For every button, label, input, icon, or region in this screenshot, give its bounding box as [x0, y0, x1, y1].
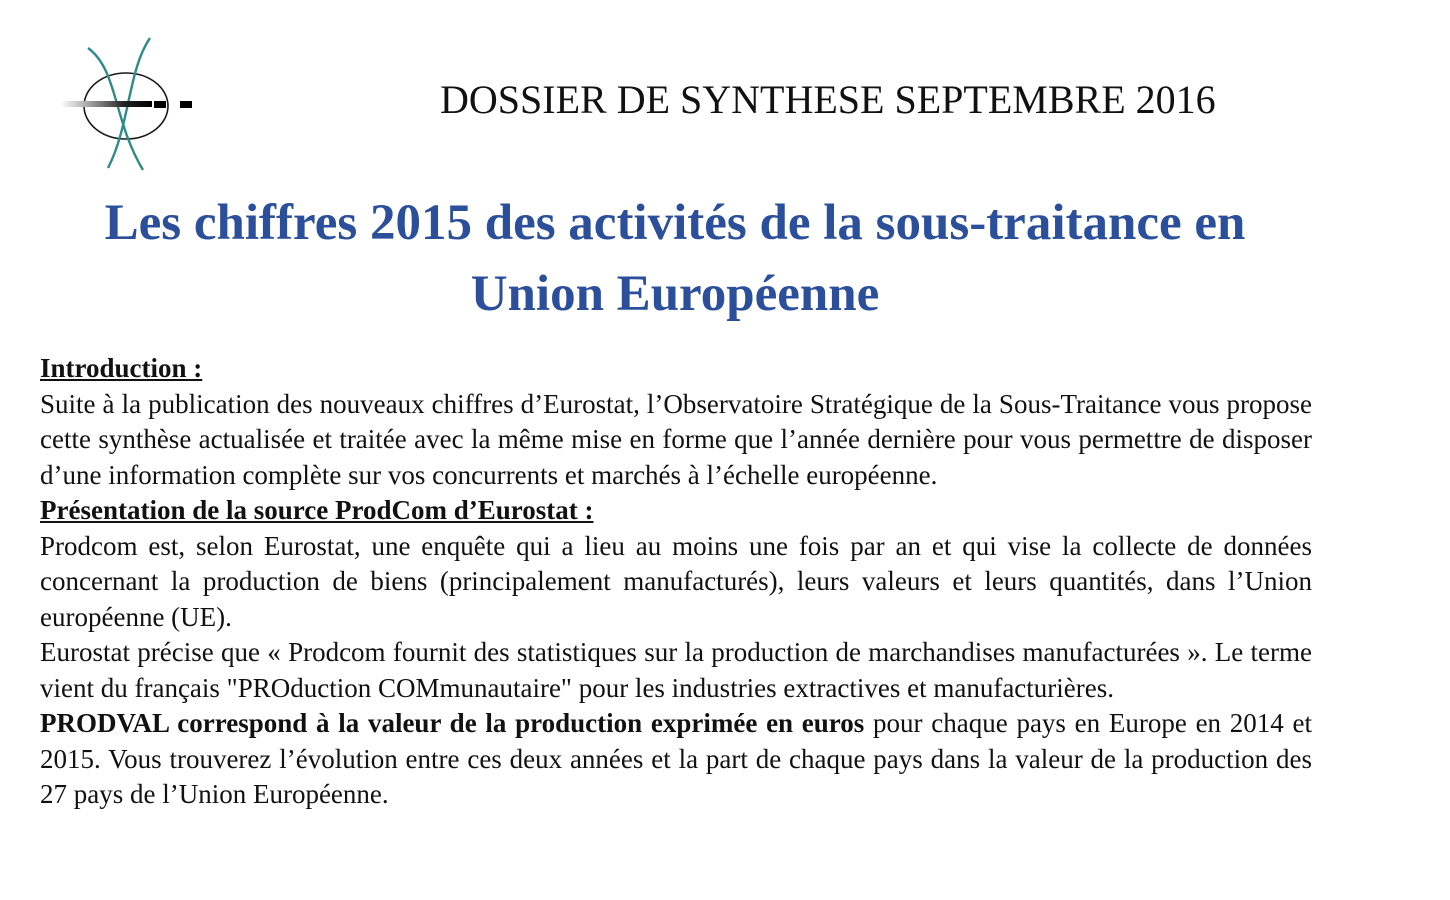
document-header-title: DOSSIER DE SYNTHESE SEPTEMBRE 2016	[440, 77, 1216, 122]
presentation-heading: Présentation de la source ProdCom d’Eurostat :	[40, 495, 594, 525]
organization-logo	[58, 30, 208, 176]
logo-graphic	[58, 30, 208, 176]
document-body	[40, 351, 1312, 813]
presentation-paragraph-1: Prodcom est, selon Eurostat, une enquête qui a lieu au moins une fois par an et qui vise la collecte de données concernant la production de biens (principalement manufacturés), leurs valeurs et leurs quantités, dans l’Union européenne (UE).	[40, 530, 1312, 632]
main-title-line-2: Union Européenne	[470, 266, 880, 322]
presentation-paragraph-2: Eurostat précise que « Prodcom fournit des statistiques sur la production de marchandises manufacturées ». Le terme vient du français "PROduction COMmunautaire" pour les industries extractives et manufacturières.	[40, 637, 1312, 703]
prodval-definition-rest: pour chaque pays en Europe en 2014 et 2015. Vous trouverez l’évolution entre ces deux années et la part de chaque pays dans la valeur de la production des 27 pays de l’Union Européenne.	[40, 708, 1313, 809]
presentation-paragraph-3	[40, 706, 1312, 813]
introduction-paragraph: Suite à la publication des nouveaux chiffres d’Eurostat, l’Observatoire Stratégique de la Sous-Traitance vous propose cette synthèse actualisée et traitée avec la même mise en forme que l’année dernière pour vous permettre de disposer d’une information complète sur vos concurrents et marchés à l’échelle européenne.	[40, 388, 1312, 490]
main-title-line-1: Les chiffres 2015 des activités de la sous-traitance en	[104, 195, 1246, 251]
main-title	[30, 188, 1320, 330]
introduction-heading: Introduction :	[40, 353, 203, 383]
prodval-definition-bold: PRODVAL correspond à la valeur de la production exprimée en euros	[40, 708, 865, 738]
